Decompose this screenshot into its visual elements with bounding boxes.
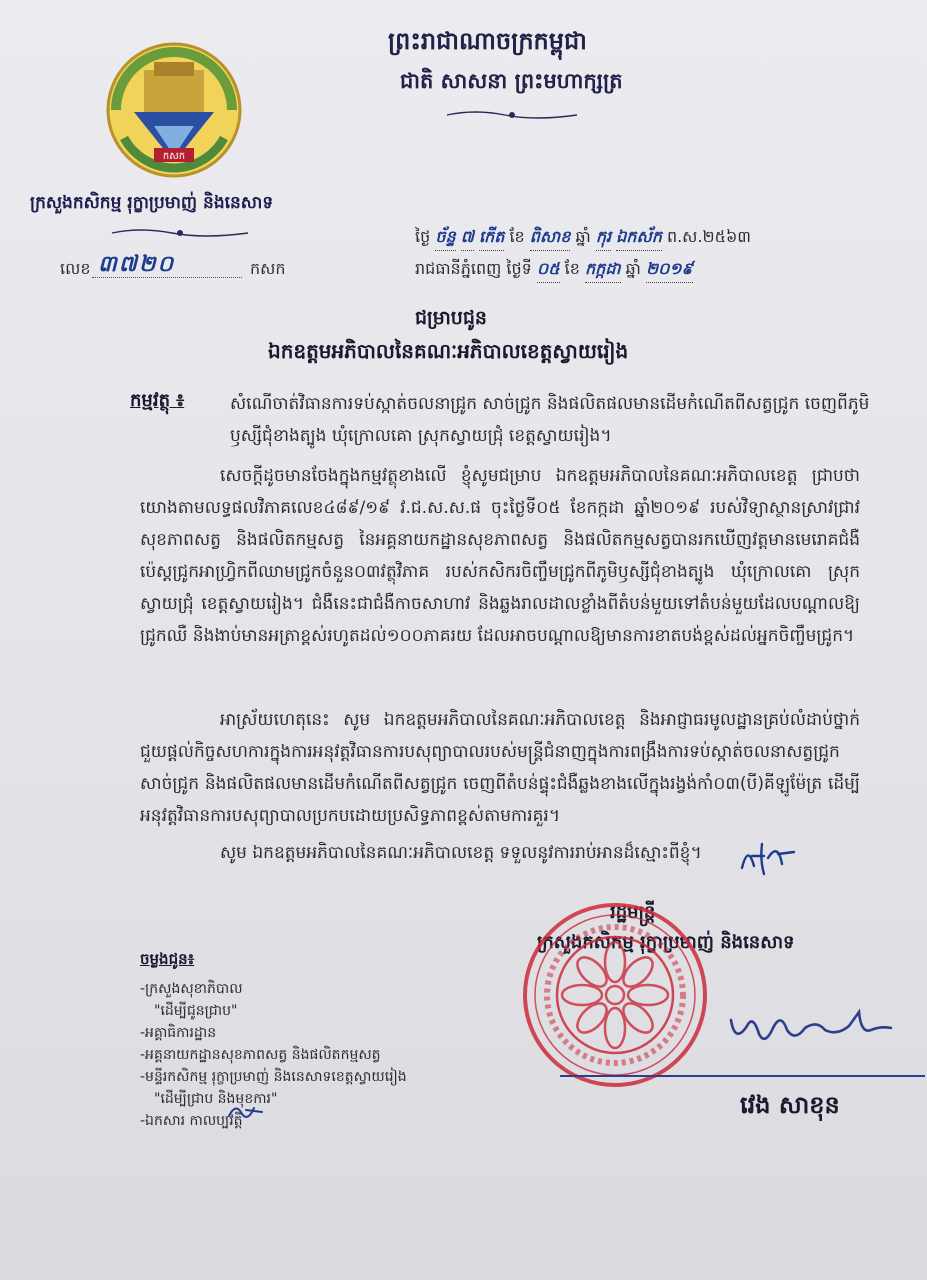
minister-title: រដ្ឋមន្ត្រី xyxy=(610,902,656,923)
date-place: រាជធានីភ្នំពេញ ថ្ងៃទី xyxy=(415,259,532,278)
handwritten-initial-icon xyxy=(226,1100,264,1122)
minister-signature-icon xyxy=(725,1000,895,1055)
year-label: ឆ្នាំ xyxy=(575,227,591,246)
ornament-divider-icon xyxy=(445,108,579,122)
national-motto: ជាតិ សាសនា ព្រះមហាក្សត្រ xyxy=(400,69,623,93)
date-prefix: ថ្ងៃ xyxy=(415,227,431,246)
body-paragraph-2: អាស្រ័យហេតុនេះ សូម ឯកឧត្តមអភិបាលនៃគណៈអភិបាលខេត្ត និងអាជ្ញាធរមូលដ្ឋានគ្រប់លំដាប់ថ្នាក់ ជួយផ្តល់កិច្ចសហការក្នុងការអនុវត្តវិធានការបសុព្យាបាលរបស់មន្ត្រីជំនាញក្នុងការពង្រឹងការទប់ស្កាត់ចលនាសត្វជ្រូក សាច់ជ្រូក និងផលិតផលមានដើមកំណើតពីសត្វជ្រូក ចេញពីតំបន់ផ្ទុះជំងឺឆ្លងខាងលើក្នុងរង្វង់កាំ០៣(បី)គីឡូម៉ែត្រ ដើម្បីអនុវត្តវិធានការបសុព្យាបាលប្រកបដោយប្រសិទ្ធភាពខ្ពស់តាមការគួរ។ xyxy=(140,710,860,826)
list-item: "ដើម្បីជ្រាប និងមុខការ" xyxy=(154,1091,278,1107)
sak: ឯកស័ក xyxy=(616,226,662,251)
minister-ministry: ក្រសួងកសិកម្ម រុក្ខាប្រមាញ់ និងនេសាទ xyxy=(537,932,795,953)
month-label: ខែ xyxy=(509,227,525,246)
list-item: -ឯកសារ កាលប្បវត្តិ xyxy=(140,1113,243,1129)
solar-year: ២០១៩ xyxy=(646,258,693,283)
official-seal-icon xyxy=(520,900,710,1090)
cc-list xyxy=(140,978,500,1132)
signer-name: វេង សាខុន xyxy=(740,1091,840,1119)
solar-month: កក្កដា xyxy=(585,258,621,283)
ministry-name: ក្រសួងកសិកម្ម រុក្ខាប្រមាញ់ និងនេសាទ xyxy=(30,193,274,213)
recipient-name: ឯកឧត្តមអភិបាលនៃគណៈអភិបាលខេត្តស្វាយរៀង xyxy=(268,339,629,363)
subject-text: សំណើចាត់វិធានការទប់ស្កាត់ចលនាជ្រូក សាច់ជ្រូក និងផលិតផលមានដើមកំណើតពីសត្វជ្រូក ចេញពីភូមិឫស្សីជុំខាងត្បូង ឃុំក្រោលគោ ស្រុកស្វាយជ្រុំ ខេត្តស្វាយរៀង។ xyxy=(230,394,870,446)
list-item: -អគ្គនាយកដ្ឋានសុខភាពសត្វ និងផលិតកម្មសត្វ xyxy=(140,1047,381,1063)
lunar-phase: កើត xyxy=(479,226,504,251)
lunar-date xyxy=(415,226,751,251)
reference-suffix: កសក xyxy=(250,259,286,278)
kingdom-title: ព្រះរាជាណាចក្រកម្ពុជា xyxy=(388,27,587,55)
svg-text:កសក: កសក xyxy=(162,151,186,162)
signature-underline xyxy=(560,1075,925,1077)
list-item: -មន្ទីរកសិកម្ម រុក្ខាប្រមាញ់ និងនេសាទខេត្តស្វាយរៀង xyxy=(140,1069,407,1085)
lunar-day: ច័ន្ទ xyxy=(435,226,455,251)
lunar-month: ពិសាខ xyxy=(530,226,571,251)
list-item: -ក្រសួងសុខាភិបាល xyxy=(140,981,243,997)
reference-label: លេខ xyxy=(60,259,91,278)
list-item: -អគ្គាធិការដ្ឋាន xyxy=(140,1025,217,1041)
ministry-logo-icon xyxy=(104,40,244,180)
solar-day: ០៥ xyxy=(537,258,560,283)
cc-title: ចម្លងជូន៖ xyxy=(140,950,195,968)
ornament-divider-icon xyxy=(110,226,250,240)
list-item: "ដើម្បីជូនជ្រាប" xyxy=(154,1003,238,1019)
lunar-year: កុរ xyxy=(596,226,611,251)
buddhist-era: ព.ស.២៥៦៣ xyxy=(666,227,751,246)
recipient-label: ជម្រាបជូន xyxy=(415,307,487,329)
solar-date xyxy=(415,258,693,283)
handwritten-initial-icon xyxy=(738,838,798,878)
body-paragraph-1: សេចក្តីដូចមានចែងក្នុងកម្មវត្ថុខាងលើ ខ្ញុំសូមជម្រាប ឯកឧត្តមអភិបាលនៃគណៈអភិបាលខេត្ត ជ្រាបថា យោងតាមលទ្ធផលវិភាគលេខ៤៨៩/១៩ វ.ជ.ស.ស.ផ ចុះថ្ងៃទី០៥ ខែកក្កដា ឆ្នាំ២០១៩ របស់វិទ្យាស្ថានស្រាវជ្រាវសុខភាពសត្វ និងផលិតកម្មសត្វ នៃអគ្គនាយកដ្ឋានសុខភាពសត្វ និងផលិតកម្មសត្វបានរកឃើញវត្តមានមេរោគជំងឺប៉េស្តជ្រូកអាហ្វ្រិកពីឈាមជ្រូកចំនួន០៣វត្ថុវិភាគ របស់កសិករចិញ្ចឹមជ្រូកពីភូមិឫស្សីជុំខាងត្បូង ឃុំក្រោលគោ ស្រុកស្វាយជ្រុំ ខេត្តស្វាយរៀង។ ជំងឺនេះជាជំងឺកាចសាហាវ និងឆ្លងរាលដាលខ្លាំងពីតំបន់មួយទៅតំបន់មួយដែលបណ្តាលឱ្យជ្រូកឈឺ និងងាប់មានអត្រាខ្ពស់រហូតដល់១០០ភាគរយ ដែលអាចបណ្តាលឱ្យមានការខាតបង់ខ្ពស់ដល់អ្នកចិញ្ចឹមជ្រូក។ xyxy=(140,466,860,646)
month-label: ខែ xyxy=(564,259,580,278)
lunar-num: ៧ xyxy=(461,226,474,251)
reference-number: ៣៧២០ xyxy=(92,250,242,278)
subject-label: កម្មវត្ថុ ៖ xyxy=(130,390,185,411)
year-label: ឆ្នាំ xyxy=(625,259,641,278)
closing-line: សូម ឯកឧត្តមអភិបាលនៃគណៈអភិបាលខេត្ត ទទួលនូវការរាប់អានដ៏ស្មោះពីខ្ញុំ។ xyxy=(220,843,702,863)
